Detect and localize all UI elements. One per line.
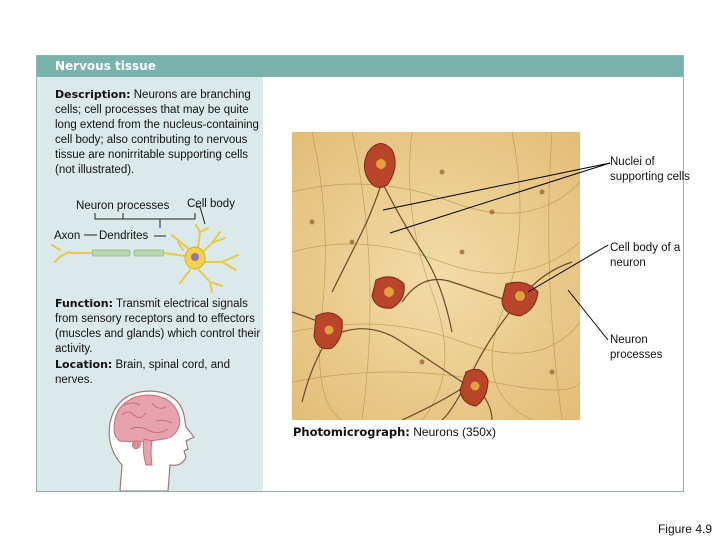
description-label: Description: [55, 88, 131, 101]
figure-number: Figure 4.9 [657, 522, 712, 536]
cell-body-label: Cell body [187, 198, 235, 210]
axon-label: Axon [54, 230, 81, 242]
neuron-processes-photo-label: Neuron processes [610, 334, 663, 361]
caption-label: Photomicrograph: [293, 425, 410, 439]
nuclei-label: Nuclei of supporting cells [610, 156, 690, 183]
caption-text: Neurons (350x) [413, 425, 496, 439]
location-label: Location: [55, 358, 113, 371]
dendrites-label: Dendrites [99, 230, 149, 242]
cell-body-neuron-label: Cell body of a neuron [610, 242, 681, 269]
function-label: Function: [55, 297, 113, 310]
function-text: Transmit electrical signals from sensory receptors and to effectors (muscles and glands) which control their activity. [55, 298, 261, 355]
location-text: Brain, spinal cord, and nerves. [55, 359, 230, 386]
panel-title: Nervous tissue [55, 59, 156, 73]
neuron-processes-label: Neuron processes [76, 200, 170, 212]
description-text: Neurons are branching cells; cell processes that may be quite long extend from the nucleus-containing cell body; also contributing to nervous tissue are nonirritable supporting cells (not illustrated). [55, 89, 259, 176]
photo-caption [293, 425, 496, 439]
